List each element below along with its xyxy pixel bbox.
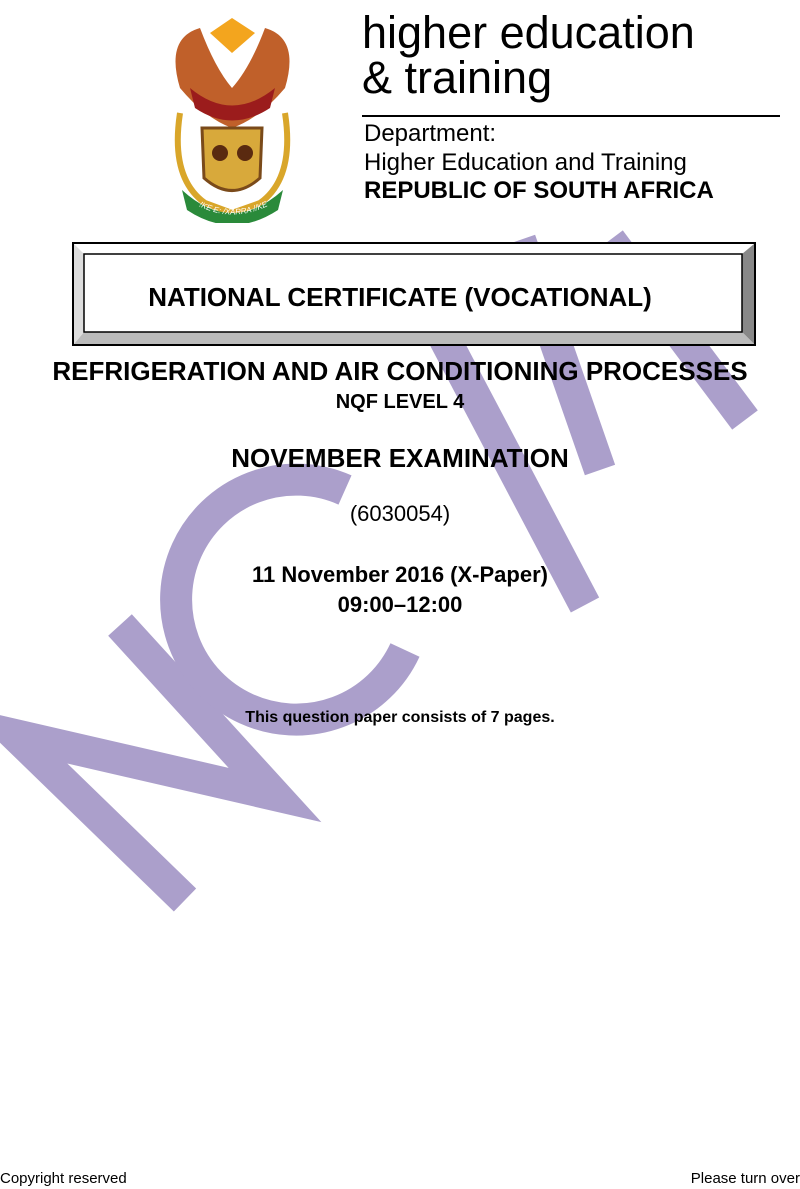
footer-copyright: Copyright reserved: [0, 1170, 127, 1187]
dhet-logo-wordmark: [362, 7, 695, 103]
dept-line-1: Department:: [364, 120, 497, 147]
nqf-level: NQF LEVEL 4: [335, 391, 465, 413]
exam-title: NOVEMBER EXAMINATION: [231, 443, 569, 473]
page-count-note: This question paper consists of 7 pages.: [245, 709, 555, 726]
crest-motto-text: !KE E: /XARRA //KE: [197, 199, 269, 217]
header-rule: [362, 115, 780, 117]
dept-line-2: Higher Education and Training: [364, 149, 687, 176]
certificate-title: NATIONAL CERTIFICATE (VOCATIONAL): [148, 282, 652, 312]
exam-date: 11 November 2016 (X-Paper): [252, 562, 548, 587]
logo-line-2: & training: [362, 52, 553, 103]
watermark-letter-n: [15, 625, 275, 900]
subject-title: REFRIGERATION AND AIR CONDITIONING PROCESSES: [52, 356, 748, 386]
subject-code: (6030054): [349, 501, 451, 526]
footer-turn-over: Please turn over: [690, 1170, 800, 1187]
coat-of-arms-logo: [160, 18, 305, 223]
logo-line-1: higher education: [362, 7, 695, 58]
exam-time: 09:00–12:00: [337, 592, 463, 617]
dept-line-3: REPUBLIC OF SOUTH AFRICA: [364, 177, 714, 204]
